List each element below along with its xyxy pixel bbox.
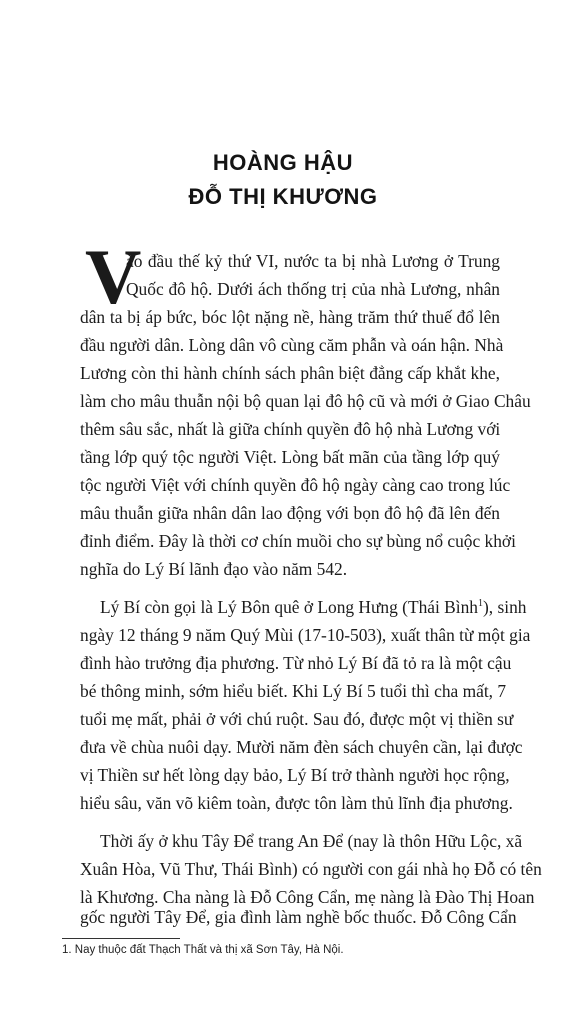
text-line xyxy=(100,593,527,621)
text-line: gốc người Tây Để, gia đình làm nghề bốc thuốc. Đỗ Công Cẩn xyxy=(80,907,517,927)
text-line: thêm sâu sắc, nhất là giữa chính quyền đô hộ nhà Lương với xyxy=(80,419,501,439)
text-line: ngày 12 tháng 9 năm Quý Mùi (17-10-503), xuất thân từ một gia xyxy=(80,625,531,645)
text-line: Thời ấy ở khu Tây Để trang An Để (nay là thôn Hữu Lộc, xã xyxy=(100,831,523,851)
text-line: đưa về chùa nuôi dạy. Mười năm đèn sách chuyên cần, lại được xyxy=(80,737,523,757)
footnote: 1. Nay thuộc đất Thạch Thất và thị xã Sơn Tây, Hà Nội. xyxy=(62,944,344,956)
text-line: nghĩa do Lý Bí lãnh đạo vào năm 542. xyxy=(80,559,348,579)
text-line: ào đầu thế kỷ thứ VI, nước ta bị nhà Lương ở Trung xyxy=(126,251,500,271)
footnote-divider xyxy=(62,938,180,939)
text-line: là Khương. Cha nàng là Đỗ Công Cẩn, mẹ nàng là Đào Thị Hoan xyxy=(80,887,535,907)
text-line: đầu người dân. Lòng dân vô cùng căm phẫn và oán hận. Nhà xyxy=(80,335,504,355)
text-line: đỉnh điểm. Đây là thời cơ chín muồi cho sự bùng nổ cuộc khởi xyxy=(80,531,516,551)
text-line: hiểu sâu, văn võ kiêm toàn, được tôn làm thủ lĩnh địa phương. xyxy=(80,793,513,813)
text-line: đình hào trưởng địa phương. Từ nhỏ Lý Bí đã tỏ ra là một cậu xyxy=(80,653,512,673)
drop-cap: V xyxy=(85,233,142,320)
text-line: vị Thiền sư hết lòng dạy bảo, Lý Bí trở thành người học rộng, xyxy=(80,765,510,785)
text-line: tầng lớp quý tộc người Việt. Lòng bất mãn của tầng lớp quý xyxy=(80,447,500,467)
text-line: Xuân Hòa, Vũ Thư, Thái Bình) có người con gái nhà họ Đỗ có tên xyxy=(80,859,542,879)
chapter-title-line-2: ĐỖ THỊ KHƯƠNG xyxy=(188,184,378,209)
text-segment: ), sinh xyxy=(482,597,527,617)
text-line: bé thông minh, sớm hiểu biết. Khi Lý Bí 5 tuổi thì cha mất, 7 xyxy=(80,681,507,701)
text-line: tuổi mẹ mất, phải ở với chú ruột. Sau đó, được một vị thiền sư xyxy=(80,709,514,729)
text-line: làm cho mâu thuẫn nội bộ quan lại đô hộ cũ và mới ở Giao Châu xyxy=(80,391,531,411)
text-line: Lương còn thi hành chính sách phân biệt đẳng cấp khắt khe, xyxy=(80,363,500,383)
text-line: dân ta bị áp bức, bóc lột nặng nề, hàng trăm thứ thuế đổ lên xyxy=(80,307,500,327)
chapter-title-line-1: HOÀNG HẬU xyxy=(212,150,354,175)
text-line: mâu thuẫn giữa nhân dân lao động với bọn đô hộ đã lên đến xyxy=(80,503,500,523)
text-segment: Lý Bí còn gọi là Lý Bôn quê ở Long Hưng (Thái Bình xyxy=(100,597,478,617)
text-line: tộc người Việt với chính quyền đô hộ ngày càng cao trong lúc xyxy=(80,475,511,495)
text-line: Quốc đô hộ. Dưới ách thống trị của nhà Lương, nhân xyxy=(126,279,500,299)
footnote-ref: 1 xyxy=(477,598,483,610)
